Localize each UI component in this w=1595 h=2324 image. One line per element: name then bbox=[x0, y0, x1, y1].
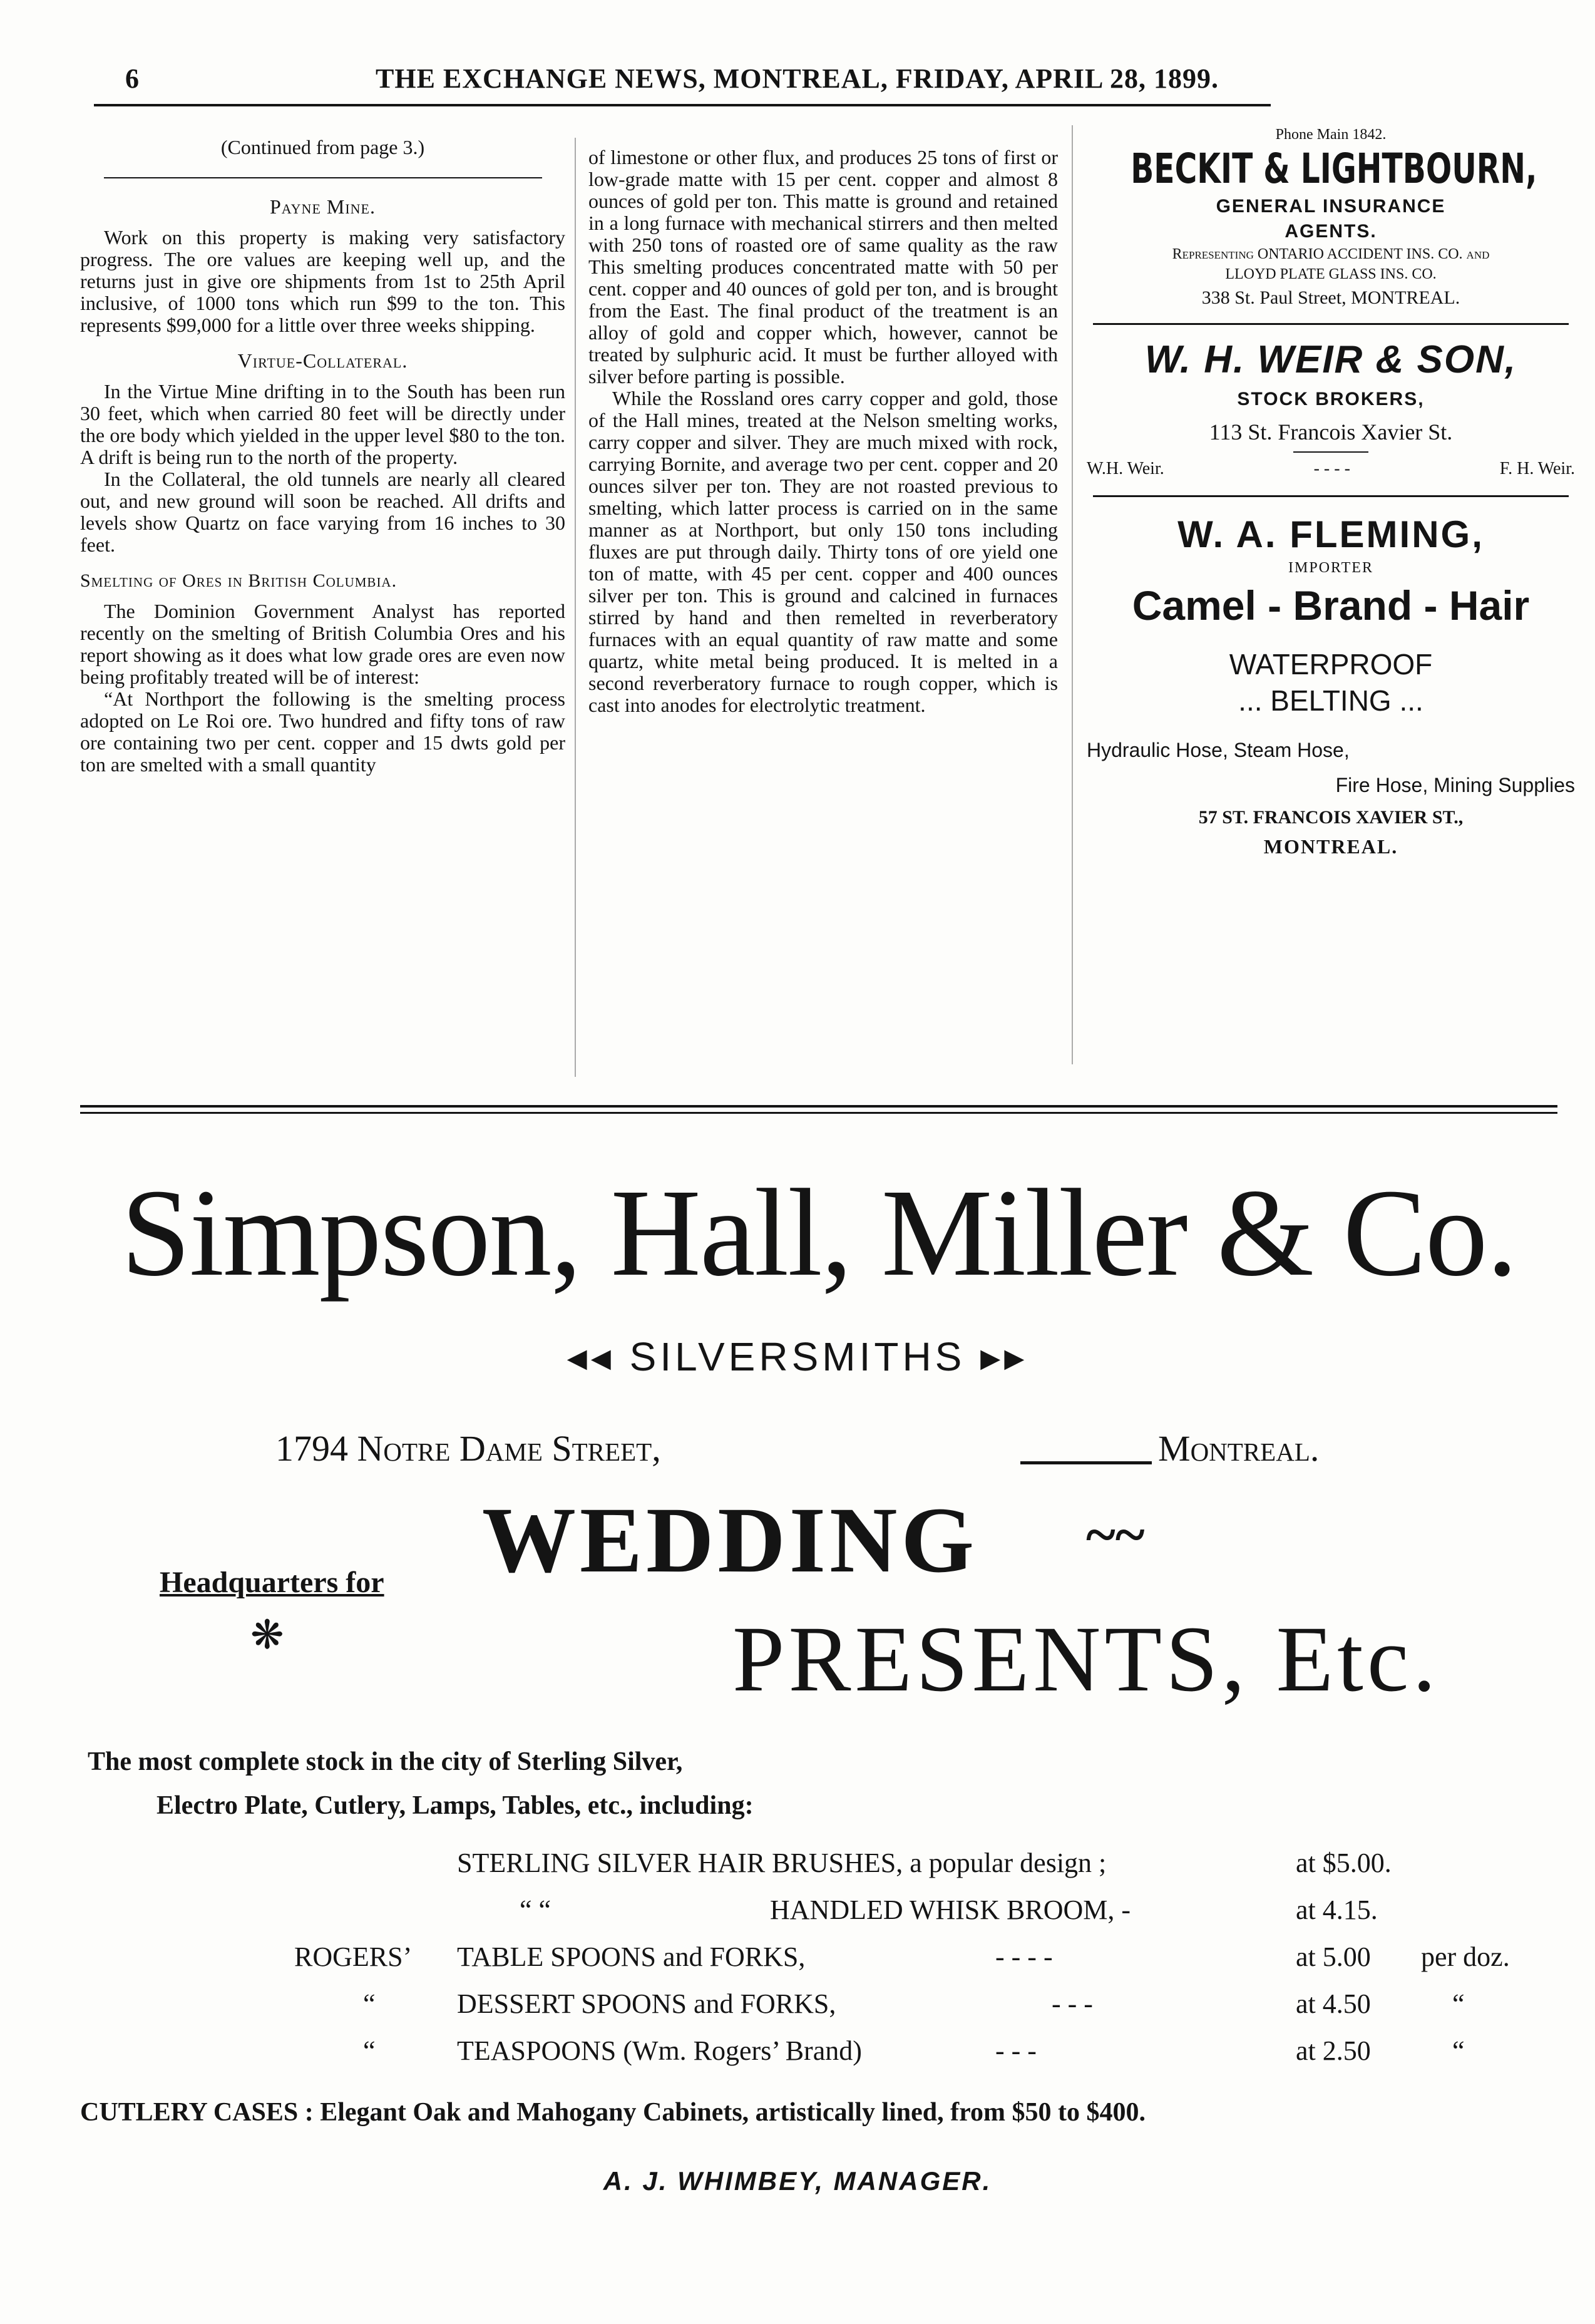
virtue-collateral-heading: Virtue-Collateral. bbox=[237, 349, 408, 372]
ad-separator-rule-bottom bbox=[80, 1112, 1557, 1114]
price-item-prefix: “ bbox=[363, 1988, 376, 2019]
masthead: THE EXCHANGE NEWS, MONTREAL, FRIDAY, APRIL 28, 1899. bbox=[376, 63, 1219, 94]
ad-divider-2 bbox=[1093, 495, 1569, 497]
beckit-line3: Representing ONTARIO ACCIDENT INS. CO. and bbox=[1172, 246, 1490, 262]
address-city: Montreal. bbox=[1158, 1428, 1320, 1469]
article-column-2 bbox=[588, 147, 1058, 716]
price-item-prefix: “ “ bbox=[520, 1895, 551, 1925]
price-item-price: at 2.50 bbox=[1296, 2035, 1371, 2066]
ornament-icon: ❋ bbox=[250, 1613, 284, 1657]
virtue-text-1: In the Virtue Mine drifting in to the South has been run 30 feet, which when carried 80 feet will be directly under the ore body which yielded in the upper level $80 to the ton. A drift is being run to the north of the property. bbox=[80, 380, 565, 468]
weir-partner-right: F. H. Weir. bbox=[1499, 459, 1575, 478]
weir-dashes: - - - - bbox=[1313, 459, 1350, 478]
address-flourish bbox=[1020, 1461, 1152, 1464]
manager-signature: A. J. WHIMBEY, MANAGER. bbox=[603, 2166, 992, 2196]
virtue-text-2: In the Collateral, the old tunnels are nearly all cleared out, and new ground will soon be reached. All drifts and levels show Quartz on face varying from 16 inches to 30 feet. bbox=[80, 468, 565, 556]
weir-ad bbox=[1087, 336, 1575, 481]
price-item-dashes: - - - bbox=[1052, 1988, 1093, 2019]
price-item-desc: TEASPOONS (Wm. Rogers’ Brand) bbox=[457, 2035, 862, 2066]
header-rule bbox=[94, 104, 1271, 106]
article-column-1 bbox=[80, 136, 565, 776]
weir-partner-left: W.H. Weir. bbox=[1087, 459, 1164, 478]
ad-separator-rule-top bbox=[80, 1105, 1557, 1108]
simpson-hall-miller-title: Simpson, Hall, Miller & Co. bbox=[121, 1164, 1517, 1302]
price-item-unit: “ bbox=[1452, 1988, 1465, 2019]
weir-partners bbox=[1087, 456, 1575, 481]
headquarters-label: Headquarters for bbox=[160, 1566, 384, 1599]
fleming-line3: Hydraulic Hose, Steam Hose, bbox=[1087, 739, 1350, 761]
smelting-text-1: The Dominion Government Analyst has reported recently on the smelting of British Columbia Ores and his report showing as it does what low grade ores are even now being profitably treated will be of interest: bbox=[80, 600, 565, 688]
address-street: 1794 Notre Dame Street, bbox=[275, 1428, 661, 1469]
column1-top-rule bbox=[104, 177, 542, 178]
column2-text-2: While the Rossland ores carry copper and gold, those of the Hall mines, treated at the Nelson smelting works, carry copper and silver. They are much mixed with rock, carrying Bornite, and average two per cent. copper and 20 ounces silver per ton. They are not roasted previous to smelting, which latter process is carried on in the same manner as at Northport, but only 150 tons including fluxes are put through daily. Thirty tons of ore yield one ton of matte, with 45 per cent. copper and 400 ounces silver per ton. This is ground and calcined in furnaces stirred by hand and then remelted in reverberatory furnaces with an equal quantity of raw matte and some quartz, white metal being produced. It is melted in a second reverberatory furnace to rough copper, which is cast into anodes for electrolytic treatment. bbox=[588, 387, 1058, 716]
presents-heading: PRESENTS, Etc. bbox=[732, 1607, 1440, 1711]
beckit-line2: AGENTS. bbox=[1285, 221, 1377, 242]
stock-intro-line1: The most complete stock in the city of Sterling Silver, bbox=[88, 1747, 683, 1776]
fleming-importer: IMPORTER bbox=[1288, 560, 1373, 576]
smelting-heading: Smelting of Ores in British Columbia. bbox=[80, 570, 397, 591]
price-item-unit: “ bbox=[1452, 2035, 1465, 2066]
fleming-line6: MONTREAL. bbox=[1263, 835, 1398, 858]
fleming-line2: ... BELTING ... bbox=[1238, 684, 1423, 717]
price-item-price: at 4.15. bbox=[1296, 1895, 1378, 1925]
price-item-desc: HANDLED WHISK BROOM, - bbox=[770, 1895, 1131, 1925]
cutlery-cases-line bbox=[80, 2097, 1146, 2127]
beckit-name: BECKIT & LIGHTBOURN, bbox=[1131, 145, 1537, 193]
weir-line2: 113 St. Francois Xavier St. bbox=[1209, 419, 1453, 445]
column-divider-2 bbox=[1072, 125, 1073, 1064]
cutlery-text: Elegant Oak and Mahogany Cabinets, artistically lined, from $50 to $400. bbox=[320, 2098, 1146, 2127]
price-item-desc: DESSERT SPOONS and FORKS, bbox=[457, 1988, 836, 2019]
price-item-dashes: - - - - bbox=[995, 1941, 1053, 1972]
fleming-line4: Fire Hose, Mining Supplies bbox=[1335, 774, 1575, 796]
continued-note: (Continued from page 3.) bbox=[220, 136, 425, 158]
beckit-phone: Phone Main 1842. bbox=[1275, 126, 1387, 143]
ads-column bbox=[1087, 125, 1575, 860]
fleming-line1: WATERPROOF bbox=[1229, 648, 1433, 681]
price-item-prefix: ROGERS’ bbox=[294, 1941, 413, 1972]
stock-intro-line2: Electro Plate, Cutlery, Lamps, Tables, etc., including: bbox=[156, 1791, 754, 1820]
price-item-desc: TABLE SPOONS and FORKS, bbox=[457, 1941, 806, 1972]
weir-name: W. H. WEIR & SON, bbox=[1144, 338, 1517, 381]
price-item-price: at 4.50 bbox=[1296, 1988, 1371, 2019]
fleming-brand: Camel - Brand - Hair bbox=[1132, 582, 1530, 629]
beckit-ad bbox=[1087, 125, 1575, 312]
wedding-heading: WEDDING bbox=[482, 1488, 978, 1592]
beckit-line4: LLOYD PLATE GLASS INS. CO. bbox=[1225, 266, 1437, 282]
price-item-price: at 5.00 bbox=[1296, 1941, 1371, 1972]
ad-divider-1 bbox=[1093, 323, 1569, 325]
smelting-text-2: “At Northport the following is the smelting process adopted on Le Roi ore. Two hundred and fifty tons of raw ore containing two per cent. copper and 15 dwts gold per ton are smelted with a small quantity bbox=[80, 687, 565, 776]
weir-small-rule bbox=[1293, 451, 1368, 453]
payne-mine-text: Work on this property is making very satisfactory progress. The ore values are keeping well up, and the returns just in give ore shipments from 1st to 25th April inclusive, of 1000 tons which run $99 to the ton. This represents $99,000 for a little over three weeks shipping. bbox=[80, 226, 565, 336]
column-divider-1 bbox=[575, 138, 576, 1077]
fleming-line5: 57 ST. FRANCOIS XAVIER ST., bbox=[1198, 807, 1464, 828]
page-number: 6 bbox=[125, 63, 139, 94]
beckit-line5: 338 St. Paul Street, MONTREAL. bbox=[1201, 287, 1460, 308]
cutlery-label: CUTLERY CASES : bbox=[80, 2098, 314, 2127]
beckit-line1: GENERAL INSURANCE bbox=[1216, 196, 1446, 217]
silversmiths-subtitle: ◂◂ SILVERSMITHS ▸▸ bbox=[567, 1334, 1028, 1379]
price-item-dashes: - - - bbox=[995, 2035, 1037, 2066]
fleming-ad bbox=[1087, 511, 1575, 860]
price-item-unit: per doz. bbox=[1421, 1941, 1510, 1972]
payne-mine-heading: Payne Mine. bbox=[270, 195, 376, 218]
weir-line1: STOCK BROKERS, bbox=[1237, 389, 1425, 409]
fleming-name: W. A. FLEMING, bbox=[1177, 513, 1484, 555]
column2-text-1: of limestone or other flux, and produces 25 tons of first or low-grade matte with 15 per cent. copper and almost 8 ounces of gold per ton. This matte is ground and retained in a long furnace with mechanical stirrers and then melted with 250 tons of roasted ore of same quality as the raw This smelting produces concentrated matte with 50 per cent. copper and 40 ounces of gold per ton, and is brought from the East. The final product of the treatment is an alloy of gold and copper which, however, cannot be treated by sulphuric acid. It must be further alloyed with silver before parting is possible. bbox=[588, 146, 1058, 388]
price-item-price: at $5.00. bbox=[1296, 1848, 1392, 1878]
price-item-prefix: “ bbox=[363, 2035, 376, 2066]
price-item-desc: STERLING SILVER HAIR BRUSHES, a popular design ; bbox=[457, 1848, 1107, 1878]
wedding-tilde: ~~ bbox=[1086, 1504, 1145, 1566]
